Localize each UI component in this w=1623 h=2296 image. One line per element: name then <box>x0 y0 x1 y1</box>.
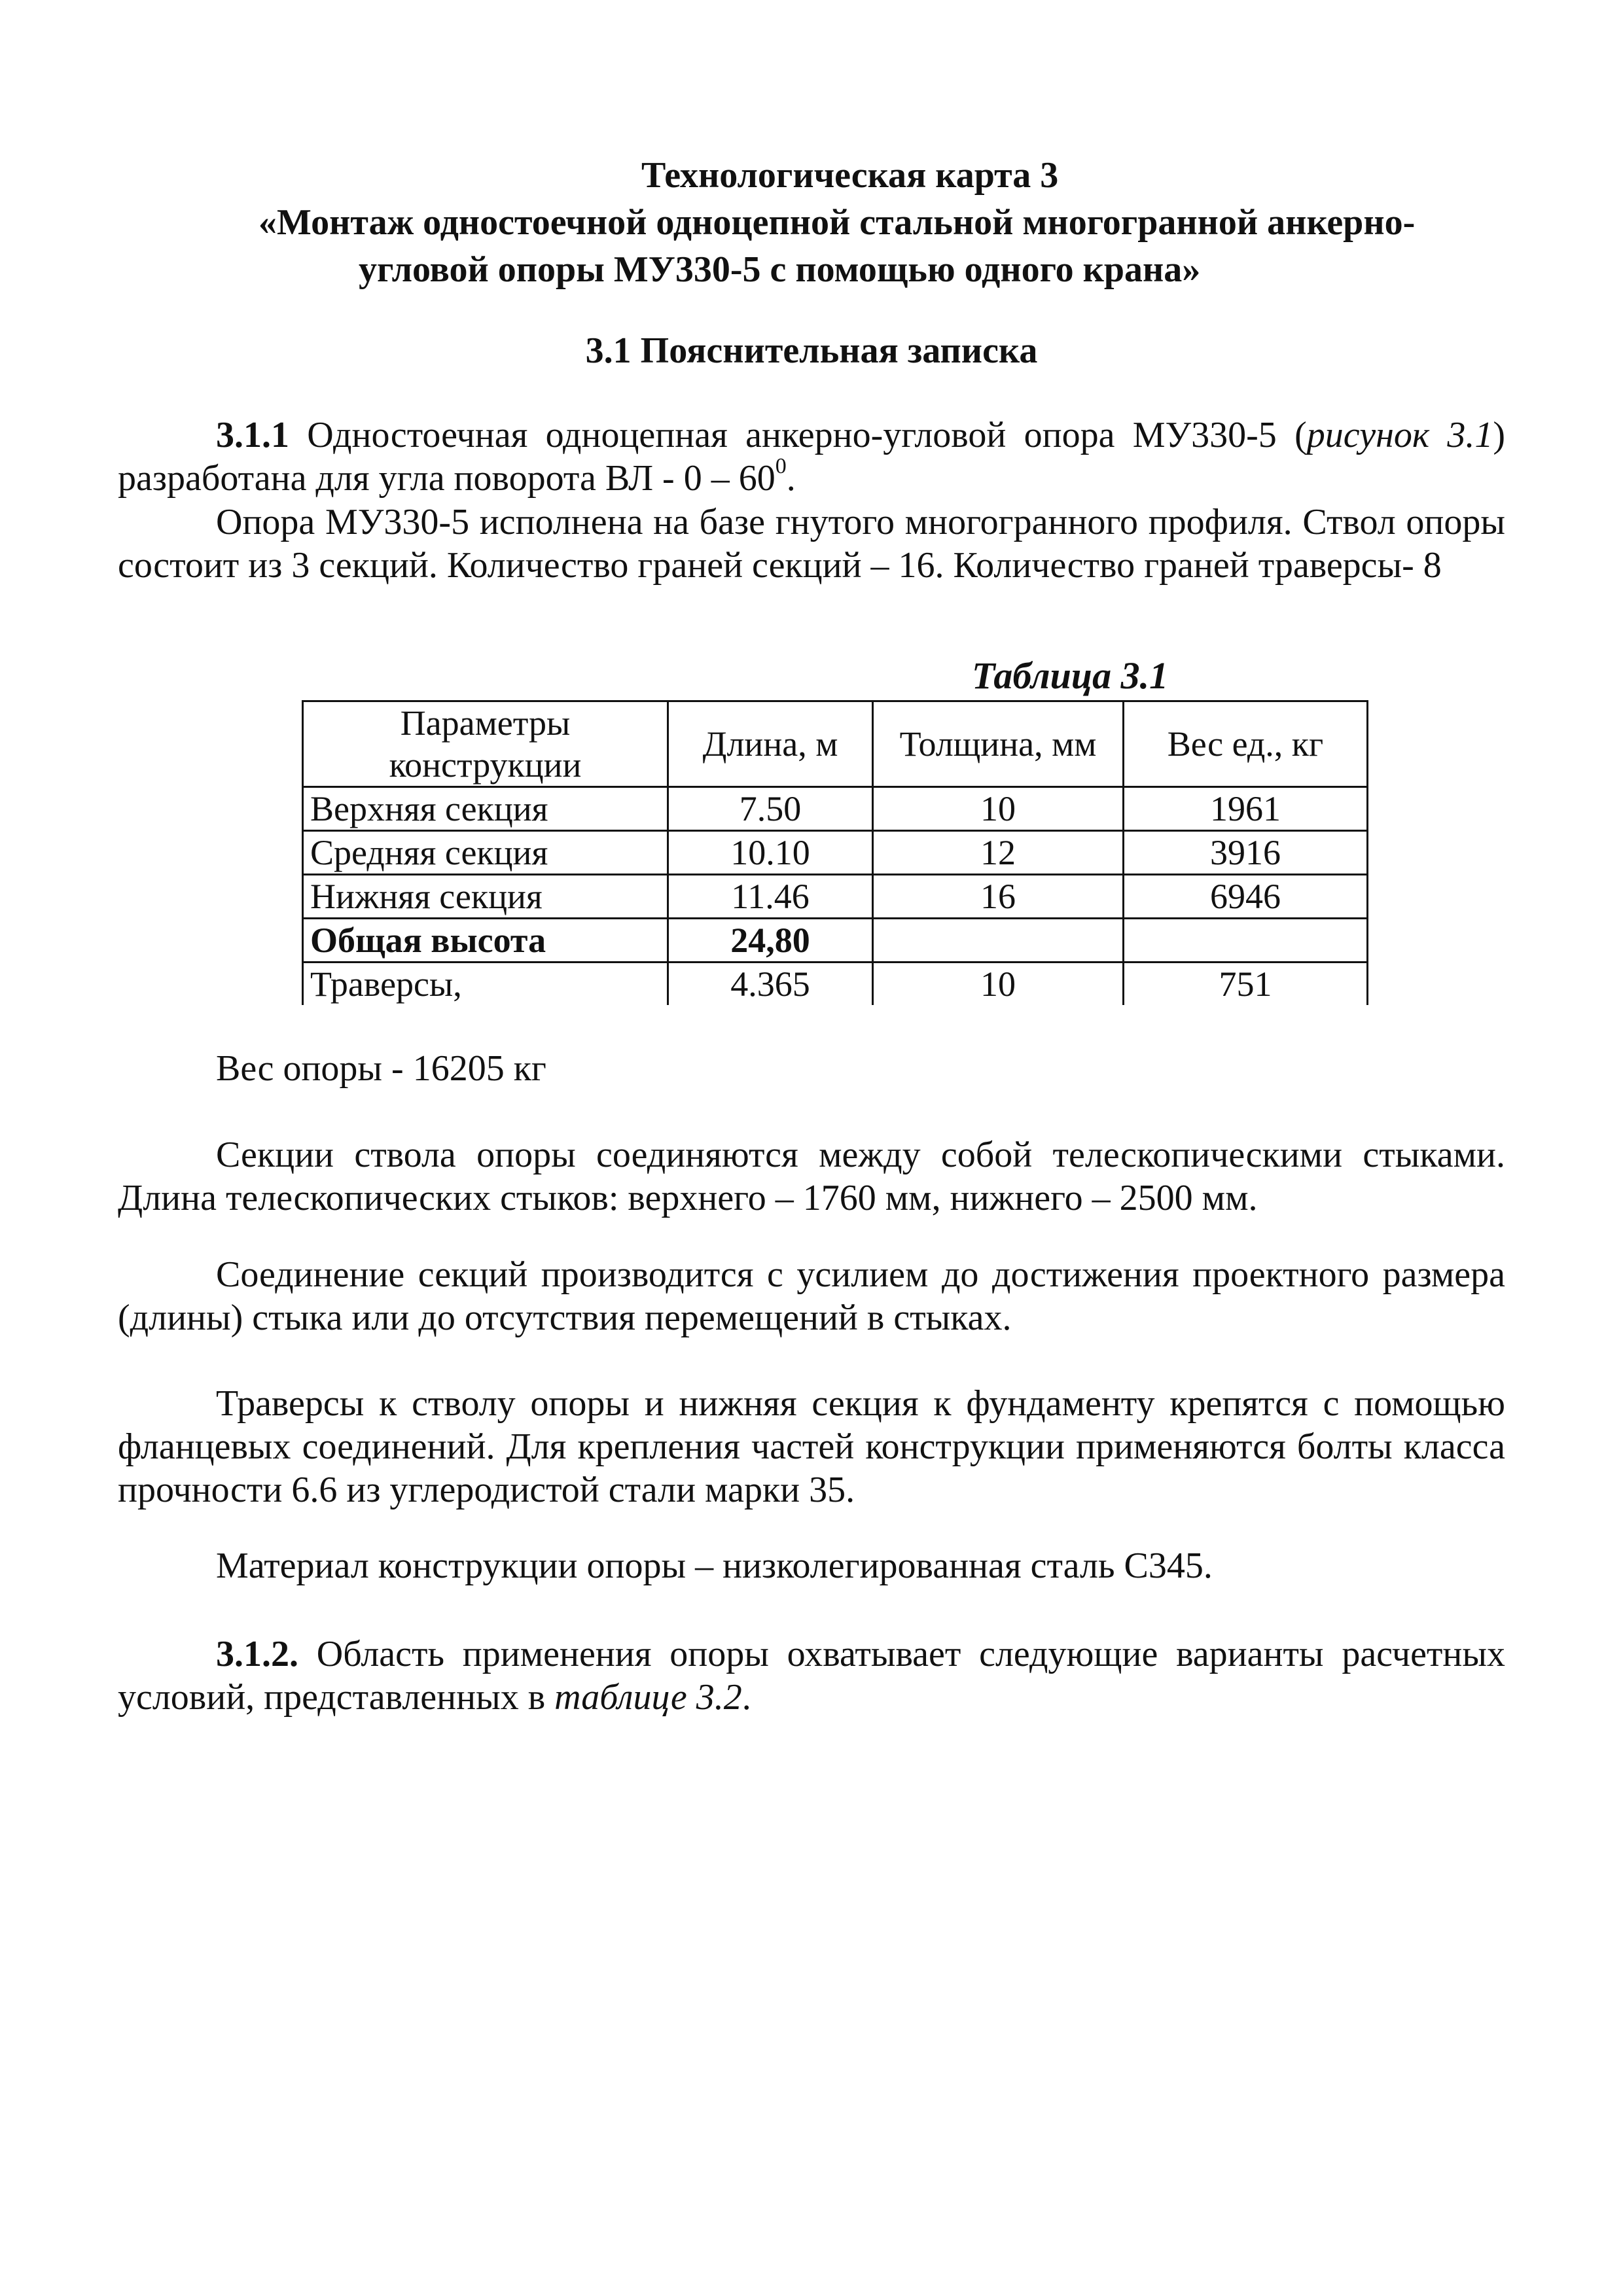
table-row <box>303 831 1368 875</box>
document-title <box>0 152 1623 293</box>
degree-superscript: 0 <box>775 454 787 479</box>
table-cell: 12 <box>873 831 1124 875</box>
paragraph-text: Область применения опоры охватывает следующие варианты расчетных условий, представленных в <box>118 1634 1505 1718</box>
support-weight: Вес опоры - 16205 кг <box>216 1048 546 1089</box>
table-cell <box>873 919 1124 963</box>
paragraph-description: Опора МУ330-5 исполнена на базе гнутого многогранного профиля. Ствол опоры состоит из 3 секций. Количество граней секций – 16. Количество граней траверсы- 8 <box>118 502 1505 586</box>
table-cell <box>1124 919 1368 963</box>
table-cell: Общая высота <box>303 919 668 963</box>
table-cell: Верхняя секция <box>303 787 668 831</box>
figure-reference: рисунок 3.1 <box>1306 415 1493 455</box>
table-row <box>303 787 1368 831</box>
table-cell: 3916 <box>1124 831 1368 875</box>
paragraph-sections: Секции ствола опоры соединяются между собой телескопическими стыками. Длина телескопических стыков: верхнего – 1760 мм, нижнего – 2500 мм. <box>118 1135 1505 1218</box>
table-cell: 10.10 <box>668 831 873 875</box>
table-cell: Траверсы, <box>303 963 668 1006</box>
paragraph-text: Одностоечная одноцепная анкерно-угловой опора МУ330-5 ( <box>289 415 1307 455</box>
table-cell: 11.46 <box>668 875 873 919</box>
table-row-total <box>303 919 1368 963</box>
title-line-3: угловой опоры МУ330-5 с помощью одного крана» <box>359 249 1201 290</box>
paragraph-text: . <box>741 1677 751 1718</box>
table-cell: 10 <box>873 963 1124 1006</box>
table-header-row <box>303 701 1368 787</box>
table-cell: 4.365 <box>668 963 873 1006</box>
paragraph-traverses: Траверсы к стволу опоры и нижняя секция к фундаменту крепятся с помощью фланцевых соединений. Для крепления частей конструкции применяются болты класса прочности 6.6 из углеродистой стали марки 35. <box>118 1383 1505 1510</box>
header-cell: Толщина, мм <box>873 701 1124 787</box>
header-cell: Параметры конструкции <box>303 701 668 787</box>
table-cell: 7.50 <box>668 787 873 831</box>
paragraph-connection: Соединение секций производится с усилием до достижения проектного размера (длины) стыка или до отсутствия перемещений в стыках. <box>118 1254 1505 1338</box>
title-line-1: Технологическая карта 3 <box>641 155 1059 196</box>
table-cell: 16 <box>873 875 1124 919</box>
table-row <box>303 963 1368 1006</box>
section-heading: 3.1 Пояснительная записка <box>585 330 1038 371</box>
clause-number: 3.1.2. <box>216 1634 298 1674</box>
parameters-table <box>302 700 1368 1005</box>
paragraph-text: . <box>786 458 796 499</box>
paragraph-3-1-2 <box>118 1633 1505 1719</box>
paragraph-text: ) разработана для угла поворота ВЛ - 0 – 60 <box>118 415 1505 499</box>
table-cell: 10 <box>873 787 1124 831</box>
header-cell: Вес ед., кг <box>1124 701 1368 787</box>
header-cell: Длина, м <box>668 701 873 787</box>
table-cell: 24,80 <box>668 919 873 963</box>
table-cell: 751 <box>1124 963 1368 1006</box>
table-cell: Нижняя секция <box>303 875 668 919</box>
clause-number: 3.1.1 <box>216 415 289 455</box>
table-caption: Таблица 3.1 <box>972 654 1169 697</box>
table-reference: таблице 3.2 <box>554 1677 742 1718</box>
table-cell: 1961 <box>1124 787 1368 831</box>
paragraph-material: Материал конструкции опоры – низколегированная сталь С345. <box>216 1545 1213 1586</box>
table-cell: Средняя секция <box>303 831 668 875</box>
paragraph-3-1-1 <box>118 414 1505 500</box>
table-cell: 6946 <box>1124 875 1368 919</box>
table-row <box>303 875 1368 919</box>
title-line-2: «Монтаж одностоечной одноцепной стальной многогранной анкерно- <box>259 202 1416 243</box>
